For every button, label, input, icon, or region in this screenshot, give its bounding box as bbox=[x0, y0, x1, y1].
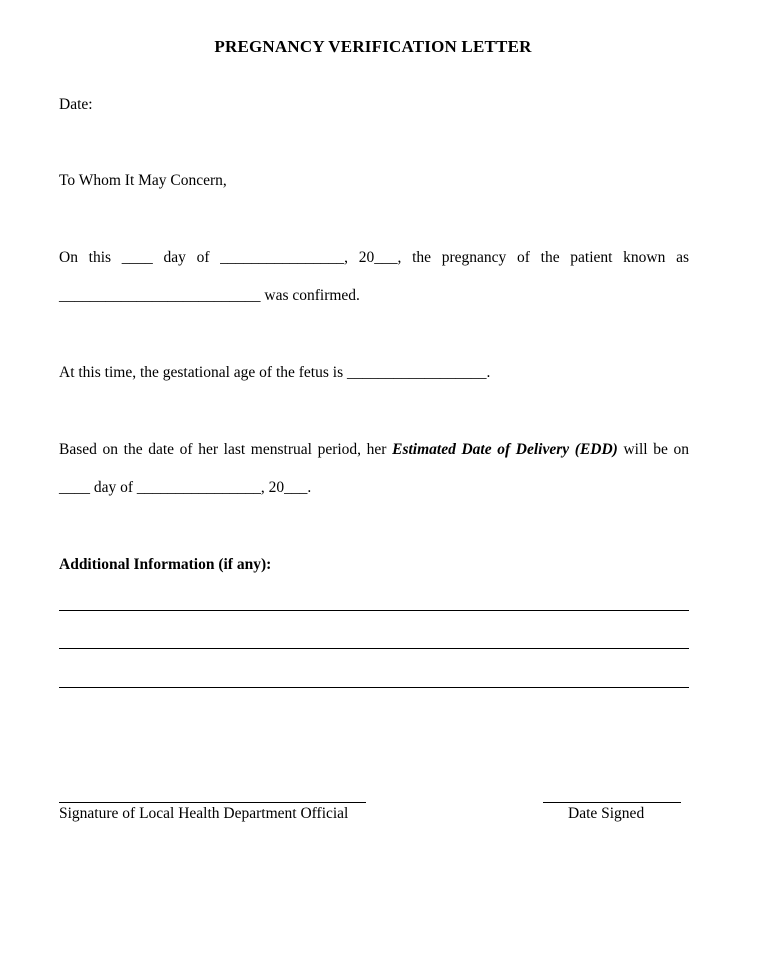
page-title: PREGNANCY VERIFICATION LETTER bbox=[214, 37, 532, 56]
signature-label: Signature of Local Health Department Official bbox=[59, 805, 349, 822]
edd-emphasis: Estimated Date of Delivery (EDD) bbox=[392, 441, 618, 458]
edd-text-before: Based on the date of her last menstrual period, her bbox=[59, 441, 393, 458]
salutation: To Whom It May Concern, bbox=[59, 172, 227, 189]
confirmation-paragraph-line1: On this ____ day of ________________, 20___, the pregnancy of the patient known as bbox=[59, 249, 689, 266]
date-label: Date: bbox=[59, 96, 93, 113]
additional-info-line-1 bbox=[59, 610, 689, 611]
edd-text-after: will be on bbox=[617, 441, 689, 458]
additional-info-line-2 bbox=[59, 648, 689, 649]
edd-paragraph-line2: ____ day of ________________, 20___. bbox=[59, 479, 312, 496]
confirmation-paragraph-line2: __________________________ was confirmed. bbox=[59, 287, 360, 304]
additional-info-line-3 bbox=[59, 687, 689, 688]
signature-line bbox=[59, 802, 366, 803]
gestational-age-paragraph: At this time, the gestational age of the fetus is __________________. bbox=[59, 364, 491, 381]
date-signed-line bbox=[543, 802, 681, 803]
additional-info-heading: Additional Information (if any): bbox=[59, 556, 272, 573]
date-signed-label: Date Signed bbox=[568, 805, 645, 822]
edd-paragraph-line1 bbox=[59, 441, 689, 459]
